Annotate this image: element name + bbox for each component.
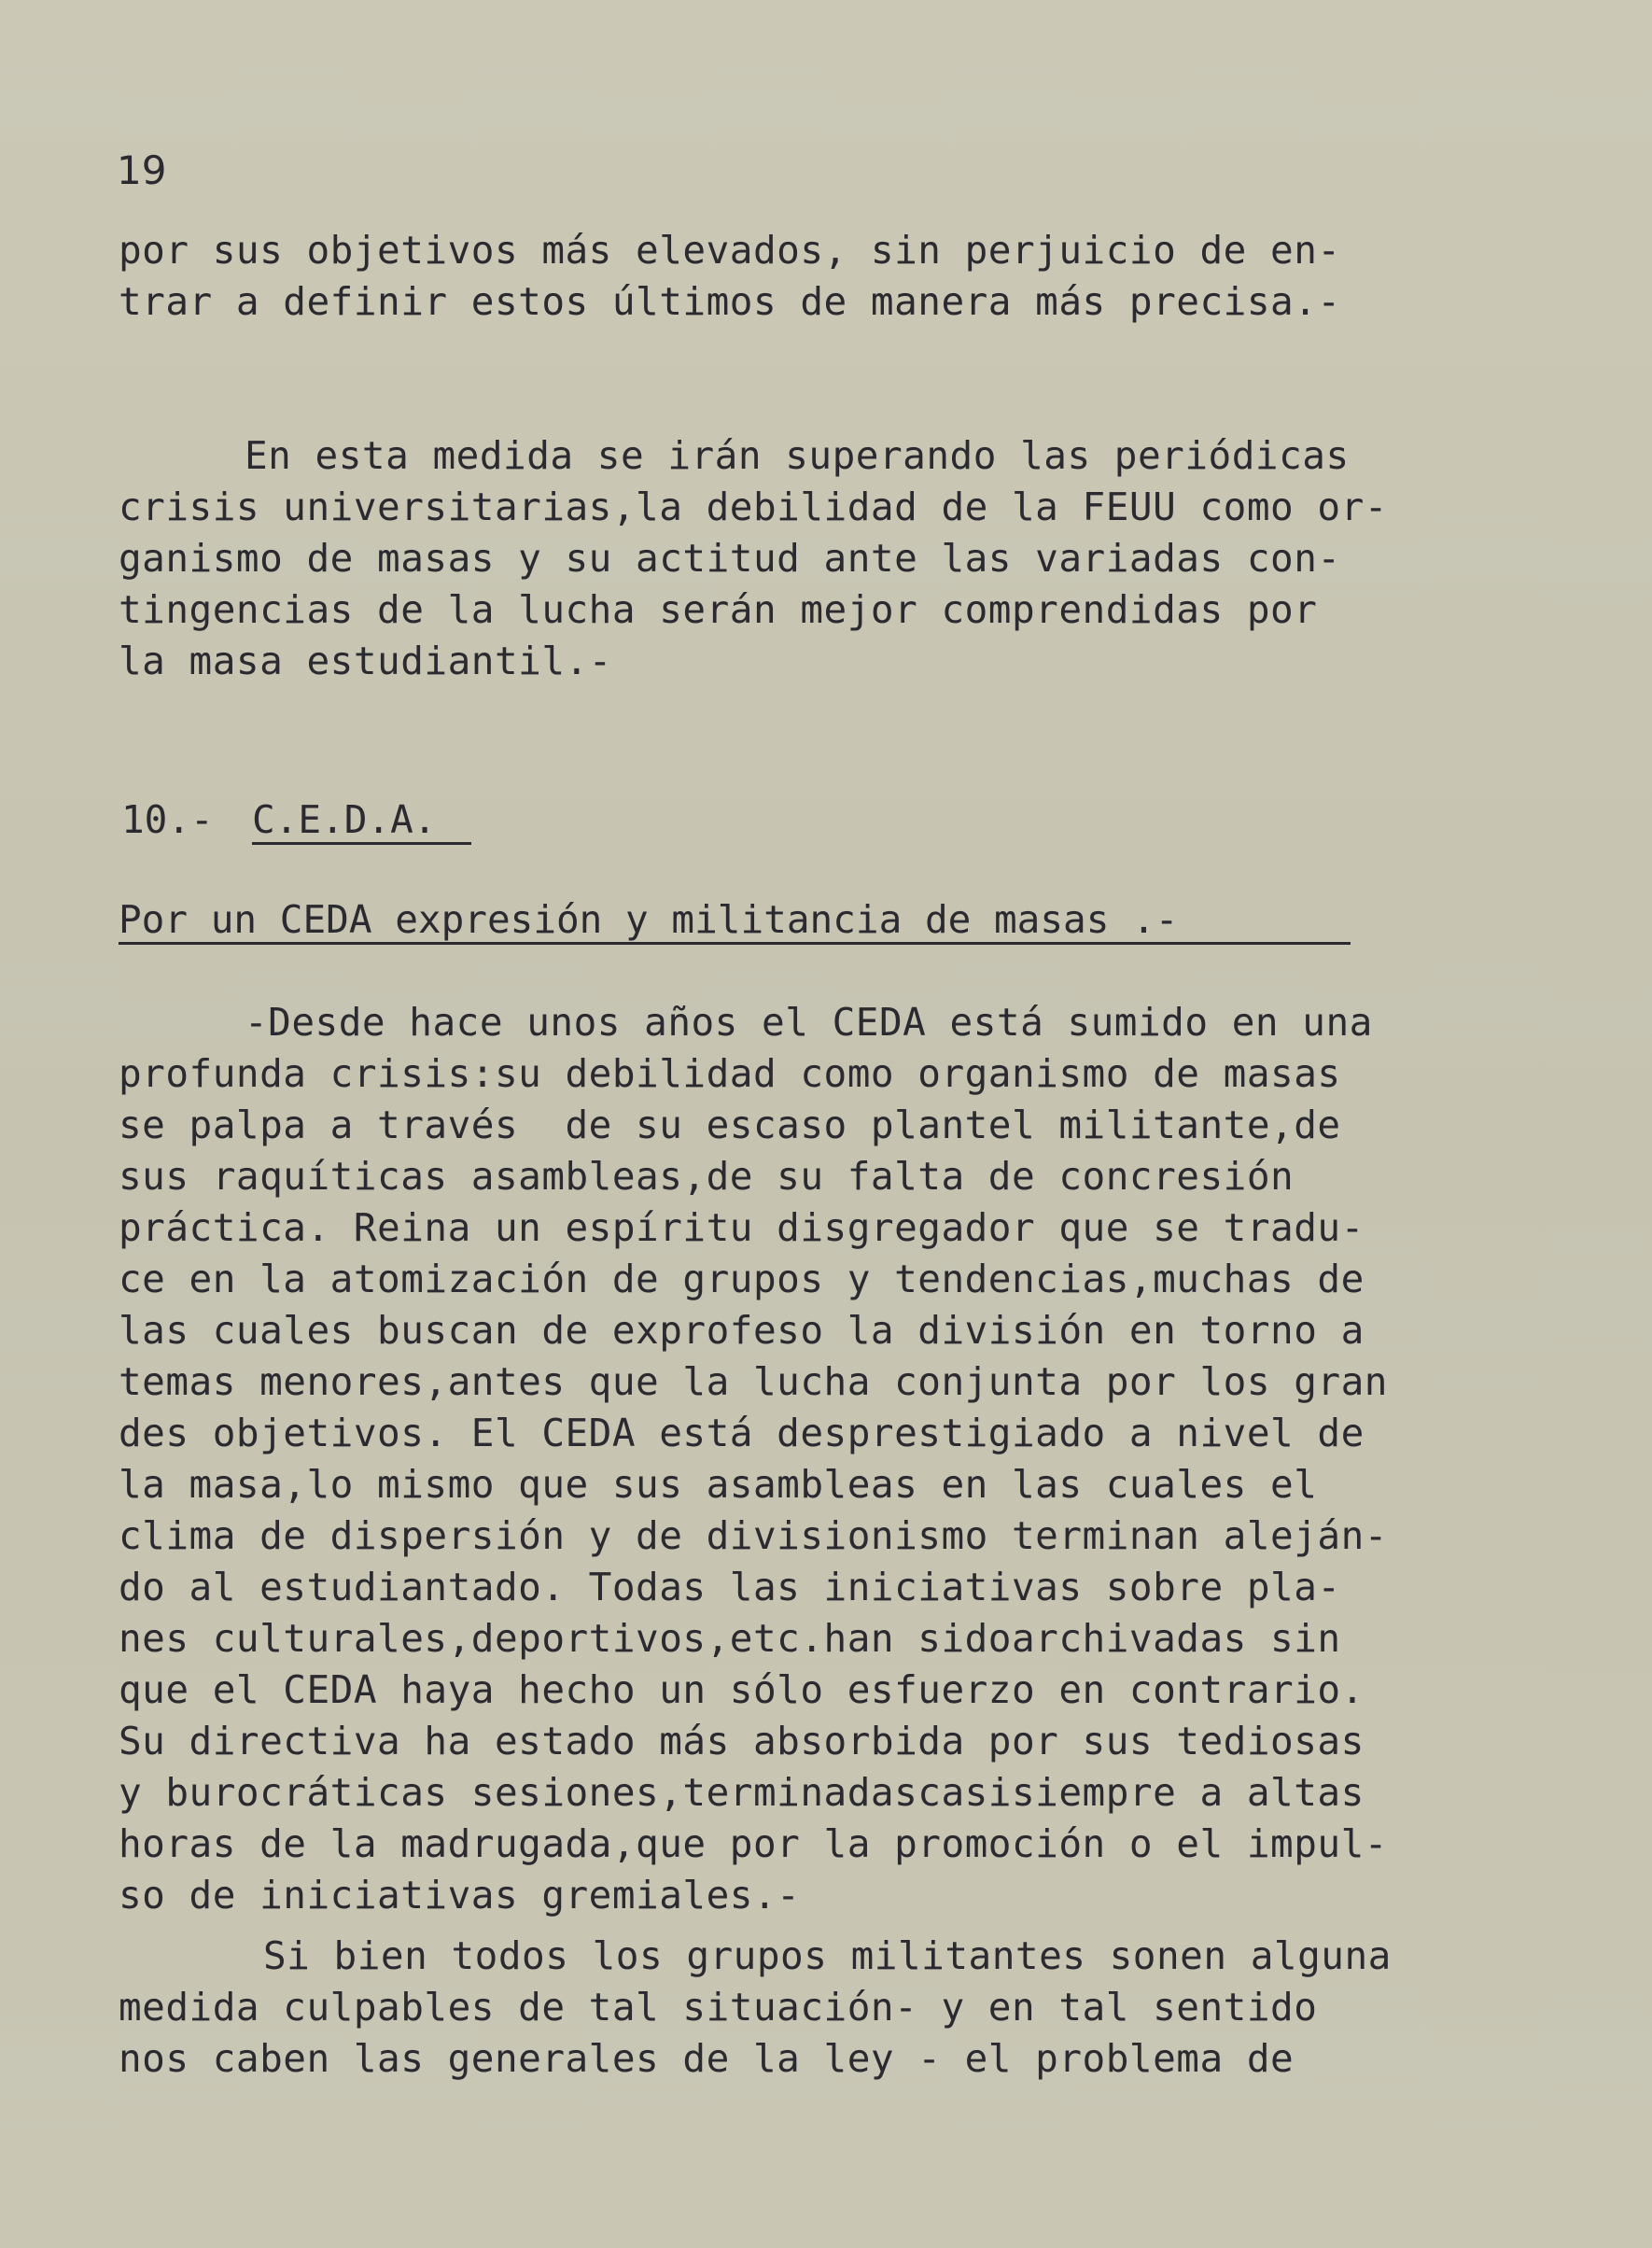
paragraph-2-line: tingencias de la lucha serán mejor comprendidas por <box>119 587 1318 632</box>
section-title-underline <box>252 842 471 845</box>
subheading: Por un CEDA expresión y militancia de masas .- <box>119 897 1179 942</box>
paragraph-3-line: horas de la madrugada,que por la promoción o el impul- <box>119 1821 1388 1866</box>
paragraph-4-line: medida culpables de tal situación- y en tal sentido <box>119 1985 1318 2030</box>
subheading-underline <box>119 942 1351 945</box>
paragraph-3-line: so de iniciativas gremiales.- <box>119 1873 801 1918</box>
paragraph-1-line: por sus objetivos más elevados, sin perjuicio de en- <box>119 228 1341 273</box>
paragraph-4-line: Si bien todos los grupos militantes sonen alguna <box>263 1933 1392 1978</box>
paragraph-2-line: ganismo de masas y su actitud ante las variadas con- <box>119 536 1341 581</box>
section-number: 10.- <box>121 797 214 842</box>
page-number: 19 <box>117 148 167 193</box>
paragraph-3-line: temas menores,antes que la lucha conjunta por los gran <box>119 1359 1388 1404</box>
paragraph-3-line: las cuales buscan de exprofeso la división en torno a <box>119 1308 1365 1353</box>
paragraph-3-line: des objetivos. El CEDA está desprestigiado a nivel de <box>119 1411 1365 1455</box>
paragraph-3-line: Su directiva ha estado más absorbida por sus tediosas <box>119 1719 1365 1763</box>
paragraph-3-line: nes culturales,deportivos,etc.han sidoarchivadas sin <box>119 1616 1341 1661</box>
paragraph-3-line: sus raquíticas asambleas,de su falta de concresión <box>119 1154 1295 1199</box>
paragraph-2-line: En esta medida se irán superando las periódicas <box>245 433 1350 478</box>
paragraph-3-line: práctica. Reina un espíritu disgregador que se tradu- <box>119 1205 1365 1250</box>
paragraph-4-line: nos caben las generales de la ley - el problema de <box>119 2036 1295 2081</box>
paragraph-3-line: y burocráticas sesiones,terminadascasisiempre a altas <box>119 1770 1365 1815</box>
paragraph-3-line: que el CEDA haya hecho un sólo esfuerzo en contrario. <box>119 1667 1365 1712</box>
paragraph-3-line: la masa,lo mismo que sus asambleas en las cuales el <box>119 1462 1318 1507</box>
section-title: C.E.D.A. <box>252 797 437 842</box>
paragraph-2-line: crisis universitarias,la debilidad de la FEUU como or- <box>119 485 1388 529</box>
paragraph-3-line: -Desde hace unos años el CEDA está sumido en una <box>245 1000 1373 1045</box>
paragraph-3-line: ce en la atomización de grupos y tendencias,muchas de <box>119 1257 1365 1301</box>
paragraph-3-line: profunda crisis:su debilidad como organismo de masas <box>119 1051 1341 1096</box>
paragraph-3-line: do al estudiantado. Todas las iniciativas sobre pla- <box>119 1565 1341 1609</box>
paragraph-3-line: se palpa a través de su escaso plantel militante,de <box>119 1103 1341 1147</box>
paragraph-1-line: trar a definir estos últimos de manera más precisa.- <box>119 279 1341 324</box>
paragraph-2-line: la masa estudiantil.- <box>119 639 612 683</box>
paragraph-3-line: clima de dispersión y de divisionismo terminan aleján- <box>119 1513 1388 1558</box>
